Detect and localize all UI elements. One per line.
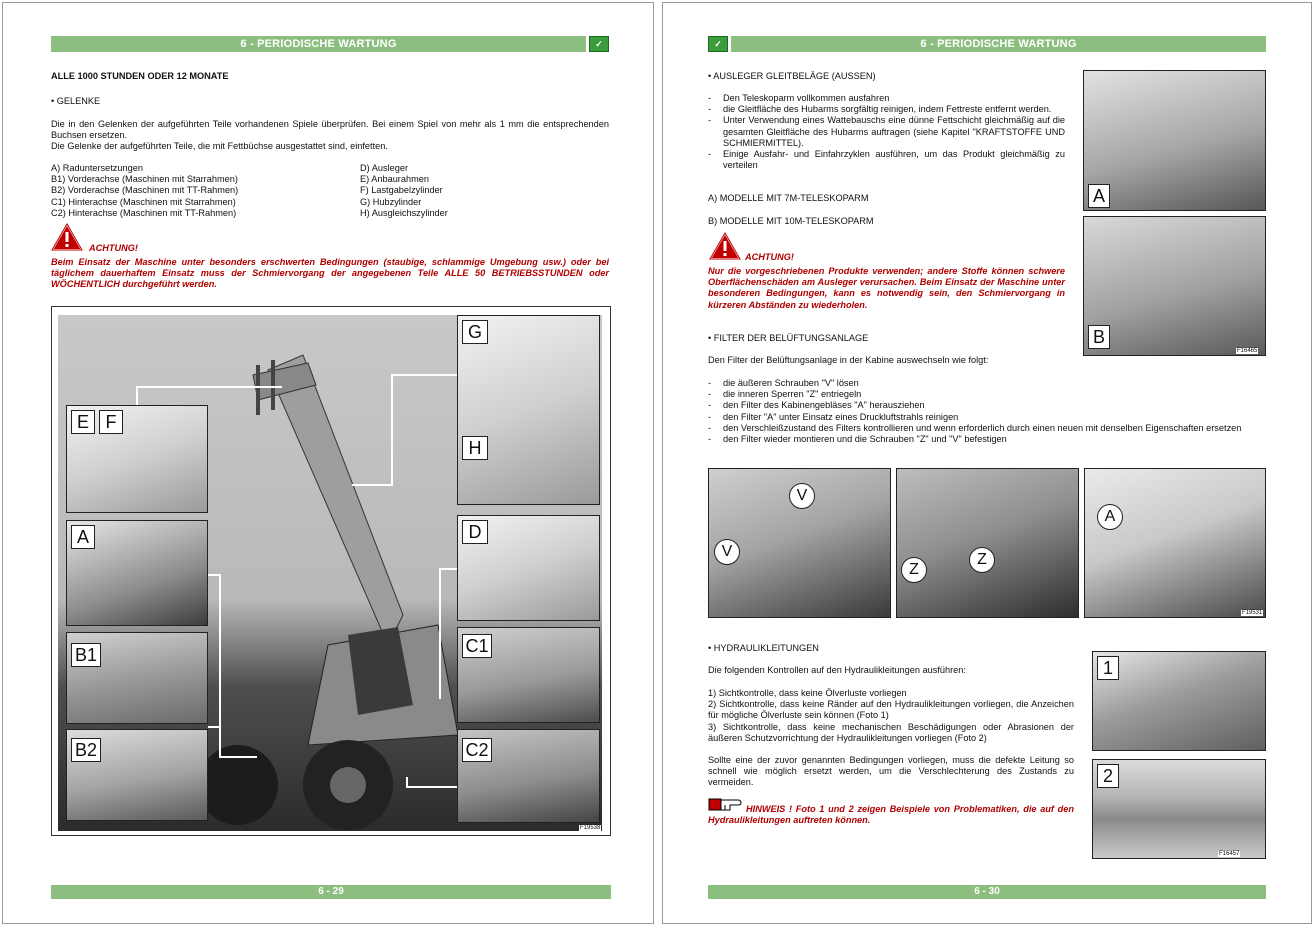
parts-list-left — [51, 163, 238, 219]
label-2: 2 — [1097, 764, 1119, 788]
manual-logo-icon: ✓ — [708, 36, 728, 52]
filter-steps-list — [708, 378, 1266, 445]
label-f: F — [99, 410, 123, 434]
list-item: F) Lastgabelzylinder — [360, 185, 443, 196]
page-header: 6 - PERIODISCHE WARTUNG — [731, 36, 1266, 52]
label-v: V — [714, 539, 740, 565]
left-page — [2, 2, 654, 924]
warning-title: ACHTUNG! — [89, 243, 138, 253]
section-title-boom: • AUSLEGER GLEITBELÄGE (AUSSEN) — [708, 71, 876, 81]
label-c2: C2 — [462, 738, 492, 762]
list-item: - den Filter "A" unter Einsatz eines Druckluftstrahls reinigen — [708, 412, 1266, 423]
label-v: V — [789, 483, 815, 509]
list-item: 3) Sichtkontrolle, dass keine mechanischen Beschädigungen oder Abrasionen der äußeren Schutzvorrichtung der Hydraulikleitungen vorliegen (Foto 2) — [708, 721, 1074, 743]
label-z: Z — [969, 547, 995, 573]
label-1: 1 — [1097, 656, 1119, 680]
hose-photo-2 — [1092, 759, 1266, 859]
list-item: 2) Sichtkontrolle, dass keine Ränder auf den Hydraulikleitungen vorliegen, die Anzeichen für mögliche Ölverluste sein können (Foto 1) — [708, 699, 1074, 721]
list-item: - die inneren Sperren "Z" entriegeln — [708, 389, 1266, 400]
hydraulics-intro: Die folgenden Kontrollen auf den Hydraulikleitungen ausführen: — [708, 665, 966, 675]
model-b-text: B) MODELLE MIT 10M-TELESKOPARM — [708, 216, 874, 226]
main-figure — [51, 306, 611, 836]
label-b: B — [1088, 325, 1110, 349]
filter-intro: Den Filter der Belüftungsanlage in der Kabine auswechseln wie folgt: — [708, 355, 989, 365]
list-item: - den Filter wieder montieren und die Schrauben "Z" und "V" befestigen — [708, 434, 1266, 445]
filter-photo-a — [1084, 468, 1266, 618]
label-h: H — [462, 436, 488, 460]
figure-code: F16465 — [1237, 348, 1258, 354]
list-item: B1) Vorderachse (Maschinen mit Starrahmen) — [51, 174, 238, 185]
boom-photo-a — [1083, 70, 1266, 211]
hose-photo-1 — [1092, 651, 1266, 751]
parts-list-right — [360, 163, 448, 219]
page-footer: 6 - 30 — [708, 885, 1266, 899]
warning-triangle-icon — [50, 222, 84, 252]
label-a: A — [71, 525, 95, 549]
list-item: A) Raduntersetzungen — [51, 163, 143, 173]
list-item: G) Hubzylinder — [360, 196, 422, 207]
list-item: - Den Teleskoparm vollkommen ausfahren — [708, 93, 1065, 104]
intro-text-2: Die Gelenke der aufgeführten Teile, die mit Fettbüchse ausgestattet sind, einfetten. — [51, 141, 388, 151]
manual-logo-icon: ✓ — [589, 36, 609, 52]
warning-text: Beim Einsatz der Maschine unter besonders erschwerten Bedingungen (staubige, schlammige Umgebung usw.) oder bei täglichem dauerhaftem Einsatz muss der Schmiervorgang der angegebenen Teile ALLE 50 BETRIEBSSTUNDEN oder WÖCHENTLICH durchgeführt werden. — [51, 257, 609, 290]
filter-photo-v — [708, 468, 891, 618]
list-item: E) Anbaurahmen — [360, 174, 429, 185]
hydraulics-checks — [708, 688, 1074, 744]
list-item: 1) Sichtkontrolle, dass keine Ölverluste vorliegen — [708, 688, 907, 698]
boom-steps-list — [708, 93, 1065, 171]
leader-lines — [52, 307, 612, 837]
label-c1: C1 — [462, 634, 492, 658]
page-header: 6 - PERIODISCHE WARTUNG — [51, 36, 586, 52]
label-a: A — [1088, 184, 1110, 208]
note-text: HINWEIS ! Foto 1 und 2 zeigen Beispiele von Problematiken, die auf den Hydraulikleitungen auftreten können. — [708, 804, 1074, 826]
label-b2: B2 — [71, 738, 101, 762]
list-item: C1) Hinterachse (Maschinen mit Starrahmen) — [51, 196, 236, 207]
label-b1: B1 — [71, 643, 101, 667]
label-z: Z — [901, 557, 927, 583]
intro-text: Die in den Gelenken der aufgeführten Teile vorhandenen Spiele überprüfen. Bei einem Spiel von mehr als 1 mm die entsprechenden Buchsen ersetzen. — [51, 119, 609, 141]
right-page — [662, 2, 1312, 924]
warning-text: Nur die vorgeschriebenen Produkte verwenden; andere Stoffe können schwere Oberflächenschäden am Ausleger verursachen. Beim Einsatz der Maschine unter besonderen Bedingungen, kann es notwendig sein, den Schmiervorgang in kürzeren Abständen zu wiederholen. — [708, 266, 1065, 310]
list-item: H) Ausgleichszylinder — [360, 207, 448, 218]
list-item: D) Ausleger — [360, 163, 409, 173]
list-item: - den Verschleißzustand des Filters kontrollieren und wenn erforderlich durch einen neuen mit denselben Eigenschaften ersetzen — [708, 423, 1266, 434]
warning-triangle-icon — [708, 231, 742, 261]
list-item: - die Gleitfläche des Hubarms sorgfältig reinigen, indem Fettreste entfernt werden. — [708, 104, 1065, 115]
warning-title: ACHTUNG! — [745, 252, 794, 262]
filter-photo-z — [896, 468, 1079, 618]
section-title-hydraulics: • HYDRAULIKLEITUNGEN — [708, 643, 819, 653]
list-item: B2) Vorderachse (Maschinen mit TT-Rahmen) — [51, 185, 239, 196]
boom-photo-b — [1083, 216, 1266, 356]
interval-heading: ALLE 1000 STUNDEN ODER 12 MONATE — [51, 71, 229, 81]
hydraulics-outro: Sollte eine der zuvor genannten Bedingungen vorliegen, muss die defekte Leitung so schnell wie möglich ersetzt werden, um die Verschlechterung des Zustands zu vermeiden. — [708, 755, 1074, 788]
section-title-filter: • FILTER DER BELÜFTUNGSANLAGE — [708, 333, 869, 343]
label-g: G — [462, 320, 488, 344]
figure-code: F19538 — [580, 825, 601, 831]
list-item: - die äußeren Schrauben "V" lösen — [708, 378, 1266, 389]
label-e: E — [71, 410, 95, 434]
section-title-joints: • GELENKE — [51, 96, 101, 106]
label-a: A — [1097, 504, 1123, 530]
figure-code: F16457 — [1219, 851, 1240, 857]
list-item: C2) Hinterachse (Maschinen mit TT-Rahmen) — [51, 207, 237, 218]
model-a-text: A) MODELLE MIT 7M-TELESKOPARM — [708, 193, 869, 203]
list-item: - Einige Ausfahr- und Einfahrzyklen ausführen, um das Produkt gleichmäßig zu verteilen — [708, 149, 1065, 171]
figure-code: F19531 — [1242, 610, 1263, 616]
page-footer: 6 - 29 — [51, 885, 611, 899]
list-item: - den Filter des Kabinengebläses "A" herausziehen — [708, 400, 1266, 411]
list-item: - Unter Verwendung eines Wattebauschs eine dünne Fettschicht gleichmäßig auf die gesamten Gleitfläche des Hubarms auftragen (siehe Kapitel "KRAFTSTOFFE UND SCHMIERMITTEL). — [708, 115, 1065, 149]
label-d: D — [462, 520, 488, 544]
